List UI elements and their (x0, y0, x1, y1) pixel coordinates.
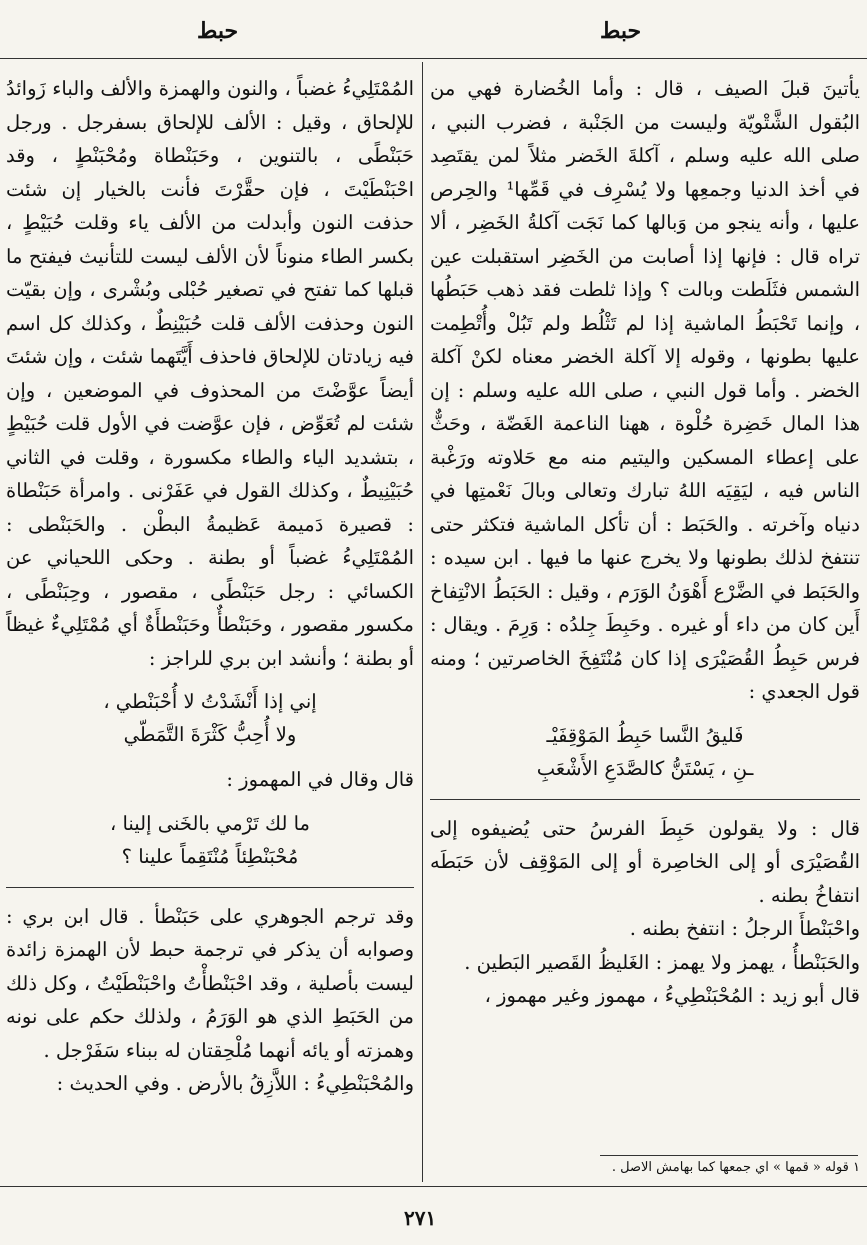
paragraph: المُمْتَلِيءُ غضباً ، والنون والهمزة والألف والباء زَوائدُ للإلحاق ، وقيل : الألف للإلحاق بسفرجل . ورجل حَبَنْطًى ، بالتنوين ، وحَبَنْطاة ومُحْبَنْطٍ ، وقد احْبَنْطَيْتَ ، فإن حقَّرْتَ فأنت بالخيار إن شئت حذفت النون وأبدلت من الألف ياء وقلت حُبَيْطٍ ، بكسر الطاء منوناً لأن الألف ليست للتأنيث فيفتح ما قبلها كما تفتح في تصغير حُبْلى وبُشْرى ، وإن بقيّت النون وحذفت الألف قلت حُبَيْنِطٌ ، وكذلك كل اسم فيه زيادتان للإلحاق فاحذف أَيَّتَهما شئت ، وإن شئتَ أيضاً عوَّضْتَ من المحذوف في الموضعين ، وإن شئت لم تُعَوِّض ، فإن عوَّضت في الأول قلت حُبَيْطٍ ، بتشديد الياء والطاء مكسورة ، وقلت في الثاني حُبَيْنِيطٌ ، وكذلك القول في عَفَرْنى . وامرأة حَبَنْطاة : قصيرة دَميمة عَظيمةُ البطْن . والحَبَنْطى : المُمْتَلِيءُ غضباً أو بطنة . وحكى اللحياني عن الكسائي : رجل حَبَنْطًى ، مقصور ، وحِبَنْطًى ، مكسور مقصور ، وحَبَنْطأٌ وحَبَنْطأَةٌ أي مُمْتَلِيءٌ غيظاً أو بطنة ؛ وأنشد ابن بري للراجز : (6, 77, 414, 670)
verse-line: ـنِ ، يَسْتَنُّ كالصَّدَعِ الأَشْعَبِ (536, 756, 754, 780)
verse-rajaz (6, 685, 414, 751)
paragraph: واحْبَنْطأَ الرجلُ : انتفخ بطنه . (629, 917, 860, 940)
paragraph: قال : ولا يقولون حَبِطَ الفرسُ حتى يُضيفوه إلى القُصَيْرَى أو إلى الخاصِرة أو إلى المَوْقِف لأن حَبَطَه انتفاخُ بطنه . (430, 816, 860, 907)
verse-line: ولا أُحِبُّ كَثْرَةَ التَّمَطّي (123, 723, 297, 746)
paragraph: وقد ترجم الجوهري على حَبَنْطأ . قال ابن بري : وصوابه أن يذكر في ترجمة حبط لأن الهمزة زائدة ليست بأصلية ، وقد احْبَنْطأْتُ واحْبَنْطَيْتُ ، وكل ذلك من الحَبَطِ الذي هو الوَرَمُ ، ولذلك حكم على نونه وهمزته أو يائه أنهما مُلْحِقتان له ببناء سَفَرْجل . (6, 904, 414, 1062)
paragraph: والمُحْبَنْطِيءُ : اللاَّزِقُ بالأرض . وفي الحديث : (56, 1072, 414, 1095)
footnote-rule (600, 1155, 858, 1156)
verse-line: إني إذا أَنْشَدْتُ لا أُحْبَنْطي ، (103, 690, 317, 713)
right-column (430, 72, 860, 1013)
verse-line: مُحْبَنْطِئاً مُنْتَقِماً علينا ؟ (121, 844, 299, 868)
verse-line: فَليقُ النَّسا حَبِطُ المَوْقِفَيْـ (546, 723, 744, 747)
header-word-right: حبط (600, 18, 642, 44)
header-word-left: حبط (197, 18, 239, 44)
top-rule (0, 58, 867, 59)
page-number: ٢٧١ (404, 1206, 437, 1230)
paragraph: قال وقال في المهموز : (226, 768, 414, 791)
verse-line: ما لك تَرْمي بالخَنى إلينا ، (109, 811, 311, 835)
footnote: ١ قوله « قمها » اي جمعها كما بهامش الاصل . (611, 1160, 860, 1175)
paragraph: يأتينَ قبلَ الصيف ، قال : وأما الخُضارة فهي من البُقول الشَّتْويّة وليست من الجَنْبة ، فضرب النبي ، صلى الله عليه وسلم ، آكلةَ الخَضر مثلاً لمن يقتَصِد في أخذ الدنيا وجمعِها ولا يُسْرِف في قَمِّها¹ والحِرص عليها ، وأنه ينجو من وَبالها كما نَجَت آكلةُ الخَضِر ، ألا تراه قال : فإنها إذا أصابت من الخَضِر استقبلت عين الشمس فثَلَطت وبالت ؟ وإذا ثلطت فقد ذهب حَبَطُها ، وإنما تَحْبَطُ الماشية إذا لم تَثْلُط ولم تَبُلْ وأُتْطِمت عليها بطونها ، وقوله إلا آكلة الخضر معناه لكنْ آكلة الخضر . وأما قول النبي ، صلى الله عليه وسلم : إن هذا المال خَضِرة حُلْوة ، ههنا الناعمة الغَضّة ، وحَثٌّ على إعطاء المسكين واليتيم منه مع حَلاوته ورَغْبة الناس فيه ، ليَقِيَه اللهُ تبارك وتعالى وبالَ نَعْمتِها في دنياه وآخرته . والحَبَط : أن تأكل الماشية فتكثر حتى تنتفخ لذلك بطونها ولا يخرج عنها ما فيها . ابن سيده : والحَبَط في الضَّرْع أَهْوَنُ الوَرَم ، وقيل : الحَبَطُ الانْتِفاخ أَين كان من داء أو غيره . وحَبِطَ جِلدُه : وَرِمَ . ويقال : فرس حَبِطُ القُصَيْرَى إذا كان مُنْتَفِخَ الخاصرتين ؛ ومنه قول الجعدي : (430, 77, 860, 703)
column-divider (422, 62, 423, 1182)
left-column (6, 72, 414, 1101)
paragraph: والحَبَنْطأُ ، يهمز ولا يهمز : الغَليظُ القَصير البَطين . (464, 950, 860, 974)
verse-jadi (430, 719, 860, 785)
verse-mahmuz (6, 807, 414, 873)
paragraph: قال أبو زيد : المُحْبَنْطِيءُ ، مهموز وغير مهموز ، (484, 984, 860, 1007)
section-divider (430, 799, 860, 800)
bottom-rule (0, 1186, 867, 1187)
section-divider (6, 887, 414, 888)
